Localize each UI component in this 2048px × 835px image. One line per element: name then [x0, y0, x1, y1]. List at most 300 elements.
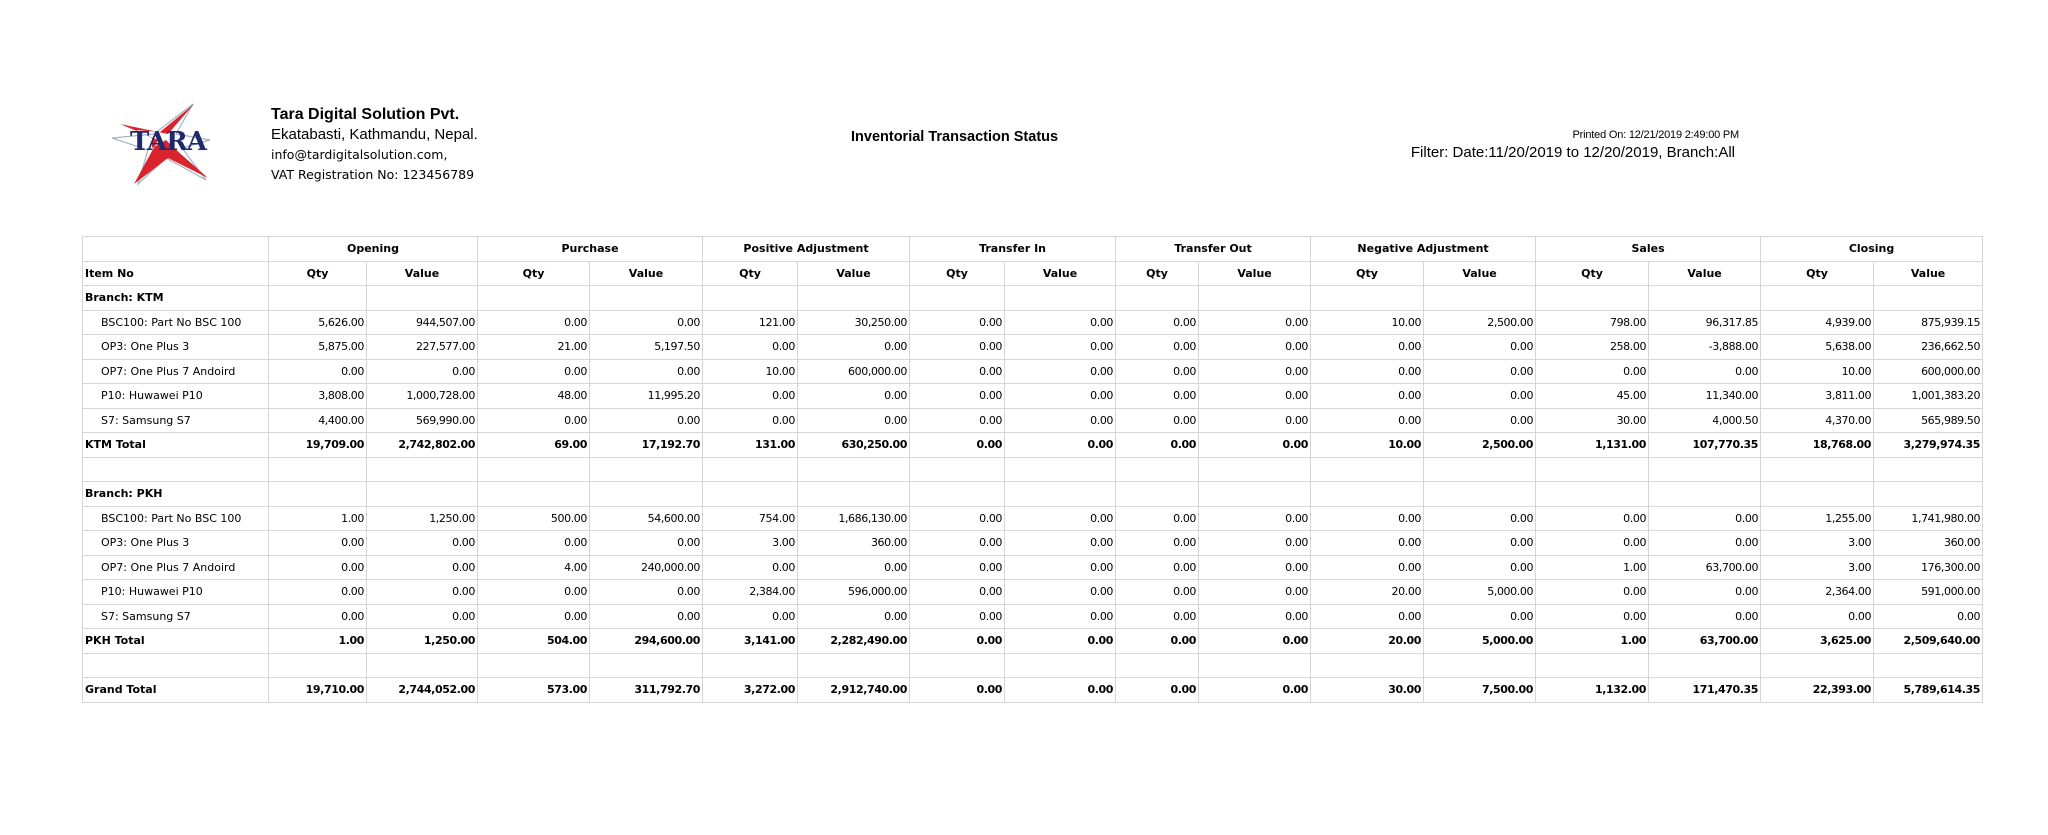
value-header: Value	[367, 261, 478, 286]
value-cell: 0.00	[1199, 335, 1311, 360]
empty-cell	[798, 482, 910, 507]
value-cell: 0.00	[1199, 506, 1311, 531]
value-cell: 30,250.00	[798, 310, 910, 335]
value-cell: 0.00	[1005, 408, 1116, 433]
value-cell: 0.00	[1874, 604, 1983, 629]
qty-cell: 0.00	[478, 580, 590, 605]
table-row	[83, 359, 1983, 384]
value-cell: 0.00	[590, 604, 703, 629]
value-cell: 569,990.00	[367, 408, 478, 433]
value-cell: 0.00	[1005, 384, 1116, 409]
value-cell: 0.00	[1649, 604, 1761, 629]
empty-cell	[703, 286, 798, 311]
empty-cell	[1424, 286, 1536, 311]
tara-star-logo-icon	[108, 100, 228, 186]
value-cell: 0.00	[1199, 433, 1311, 458]
qty-cell: 0.00	[1116, 506, 1199, 531]
qty-cell: 1.00	[1536, 629, 1649, 654]
empty-cell	[798, 653, 910, 678]
grand-total-label: Grand Total	[83, 678, 269, 703]
qty-cell: 0.00	[269, 555, 367, 580]
value-cell: 591,000.00	[1874, 580, 1983, 605]
table-row	[83, 604, 1983, 629]
qty-cell: 10.00	[1311, 310, 1424, 335]
empty-cell	[590, 457, 703, 482]
inventory-transaction-table	[82, 236, 1983, 703]
group-header-negative-adjustment: Negative Adjustment	[1311, 237, 1536, 262]
qty-cell: 18,768.00	[1761, 433, 1874, 458]
qty-cell: 0.00	[910, 678, 1005, 703]
qty-cell: 0.00	[1536, 359, 1649, 384]
item-name: P10: Huwawei P10	[83, 580, 269, 605]
qty-cell: 19,710.00	[269, 678, 367, 703]
value-cell: 1,250.00	[367, 629, 478, 654]
value-cell: 5,000.00	[1424, 580, 1536, 605]
value-cell: 0.00	[590, 310, 703, 335]
qty-cell: 131.00	[703, 433, 798, 458]
qty-cell: 0.00	[1116, 531, 1199, 556]
empty-cell	[590, 286, 703, 311]
value-cell: 0.00	[1649, 580, 1761, 605]
value-cell: 0.00	[1649, 506, 1761, 531]
branch-total-label: PKH Total	[83, 629, 269, 654]
sub-header-row	[83, 261, 1983, 286]
empty-cell	[1005, 286, 1116, 311]
value-cell: 0.00	[1005, 335, 1116, 360]
qty-cell: 0.00	[1536, 531, 1649, 556]
qty-cell: 30.00	[1536, 408, 1649, 433]
qty-cell: 0.00	[1116, 604, 1199, 629]
empty-cell	[269, 482, 367, 507]
qty-cell: 0.00	[910, 629, 1005, 654]
qty-cell: 0.00	[910, 384, 1005, 409]
value-cell: 1,000,728.00	[367, 384, 478, 409]
qty-cell: 0.00	[1536, 580, 1649, 605]
qty-cell: 20.00	[1311, 629, 1424, 654]
empty-cell	[910, 286, 1005, 311]
qty-header: Qty	[910, 261, 1005, 286]
blank-header-cell	[83, 237, 269, 262]
branch-label: Branch: PKH	[83, 482, 269, 507]
qty-cell: 0.00	[1311, 384, 1424, 409]
value-cell: 5,197.50	[590, 335, 703, 360]
value-cell: 2,500.00	[1424, 433, 1536, 458]
value-cell: 0.00	[1005, 506, 1116, 531]
qty-cell: 1.00	[269, 506, 367, 531]
qty-cell: 3,141.00	[703, 629, 798, 654]
value-cell: 3,279,974.35	[1874, 433, 1983, 458]
qty-cell: 0.00	[1536, 604, 1649, 629]
value-cell: 600,000.00	[798, 359, 910, 384]
qty-cell: 0.00	[1116, 310, 1199, 335]
value-cell: 360.00	[798, 531, 910, 556]
qty-cell: 3.00	[703, 531, 798, 556]
company-vat: VAT Registration No: 123456789	[271, 167, 475, 182]
value-cell: 0.00	[367, 580, 478, 605]
branch-label: Branch: KTM	[83, 286, 269, 311]
value-cell: 0.00	[1005, 359, 1116, 384]
value-cell: 600,000.00	[1874, 359, 1983, 384]
value-cell: 227,577.00	[367, 335, 478, 360]
qty-cell: 1.00	[1536, 555, 1649, 580]
report-body	[83, 286, 1983, 703]
qty-cell: 0.00	[1311, 604, 1424, 629]
qty-cell: 0.00	[1116, 335, 1199, 360]
empty-cell	[1005, 457, 1116, 482]
value-cell: 2,282,490.00	[798, 629, 910, 654]
value-cell: 2,744,052.00	[367, 678, 478, 703]
item-name: S7: Samsung S7	[83, 604, 269, 629]
qty-cell: 754.00	[703, 506, 798, 531]
qty-cell: 0.00	[1116, 384, 1199, 409]
empty-cell	[1199, 482, 1311, 507]
empty-cell	[798, 286, 910, 311]
value-cell: 0.00	[1199, 629, 1311, 654]
qty-cell: 3,272.00	[703, 678, 798, 703]
empty-cell	[1311, 286, 1424, 311]
qty-cell: 0.00	[1116, 359, 1199, 384]
qty-cell: 798.00	[1536, 310, 1649, 335]
qty-cell: 0.00	[910, 408, 1005, 433]
value-cell: 0.00	[1199, 555, 1311, 580]
value-cell: 0.00	[590, 531, 703, 556]
qty-header: Qty	[1116, 261, 1199, 286]
empty-cell	[1199, 286, 1311, 311]
value-cell: 630,250.00	[798, 433, 910, 458]
empty-cell	[269, 286, 367, 311]
group-header-opening: Opening	[269, 237, 478, 262]
value-cell: 0.00	[1424, 604, 1536, 629]
qty-cell: 0.00	[1311, 506, 1424, 531]
qty-cell: 3.00	[1761, 555, 1874, 580]
value-cell: 63,700.00	[1649, 555, 1761, 580]
group-header-transfer-in: Transfer In	[910, 237, 1116, 262]
qty-cell: 0.00	[1311, 359, 1424, 384]
value-cell: 0.00	[1005, 555, 1116, 580]
printed-on: Printed On: 12/21/2019 2:49:00 PM	[1572, 129, 1739, 141]
empty-cell	[910, 653, 1005, 678]
empty-cell	[1536, 653, 1649, 678]
qty-cell: 0.00	[1311, 408, 1424, 433]
qty-cell: 0.00	[269, 580, 367, 605]
value-cell: 11,995.20	[590, 384, 703, 409]
item-name: OP7: One Plus 7 Andoird	[83, 359, 269, 384]
branch-total-row	[83, 433, 1983, 458]
empty-cell	[478, 653, 590, 678]
empty-cell	[1649, 482, 1761, 507]
group-header-closing: Closing	[1761, 237, 1983, 262]
qty-cell: 19,709.00	[269, 433, 367, 458]
value-cell: 107,770.35	[1649, 433, 1761, 458]
empty-cell	[1761, 286, 1874, 311]
value-header: Value	[1874, 261, 1983, 286]
empty-cell	[1649, 286, 1761, 311]
value-cell: 0.00	[1199, 531, 1311, 556]
qty-cell: 0.00	[910, 604, 1005, 629]
value-cell: 0.00	[1005, 310, 1116, 335]
empty-cell	[1874, 653, 1983, 678]
qty-header: Qty	[1536, 261, 1649, 286]
value-header: Value	[1649, 261, 1761, 286]
value-cell: 0.00	[1199, 384, 1311, 409]
branch-header-row	[83, 286, 1983, 311]
value-header: Value	[590, 261, 703, 286]
value-cell: 2,509,640.00	[1874, 629, 1983, 654]
qty-cell: 0.00	[269, 359, 367, 384]
item-name: BSC100: Part No BSC 100	[83, 310, 269, 335]
value-cell: 11,340.00	[1649, 384, 1761, 409]
empty-cell	[478, 286, 590, 311]
qty-cell: 0.00	[1116, 433, 1199, 458]
value-cell: 0.00	[1199, 359, 1311, 384]
value-cell: 0.00	[1424, 506, 1536, 531]
qty-cell: 0.00	[703, 408, 798, 433]
empty-cell	[1761, 482, 1874, 507]
qty-cell: 0.00	[478, 310, 590, 335]
qty-cell: 10.00	[1761, 359, 1874, 384]
qty-cell: 1,255.00	[1761, 506, 1874, 531]
qty-cell: 3,811.00	[1761, 384, 1874, 409]
empty-cell	[703, 457, 798, 482]
item-name: BSC100: Part No BSC 100	[83, 506, 269, 531]
company-logo	[108, 100, 228, 186]
company-email: info@tardigitalsolution.com,	[271, 147, 448, 162]
value-cell: 0.00	[798, 555, 910, 580]
qty-cell: 5,875.00	[269, 335, 367, 360]
empty-cell	[1005, 653, 1116, 678]
value-cell: 0.00	[1649, 531, 1761, 556]
group-header-transfer-out: Transfer Out	[1116, 237, 1311, 262]
qty-cell: 4,370.00	[1761, 408, 1874, 433]
qty-header: Qty	[1761, 261, 1874, 286]
empty-cell	[703, 482, 798, 507]
value-cell: 0.00	[1424, 335, 1536, 360]
table-row	[83, 506, 1983, 531]
qty-header: Qty	[269, 261, 367, 286]
empty-cell	[1874, 286, 1983, 311]
qty-cell: 0.00	[910, 335, 1005, 360]
value-cell: 5,000.00	[1424, 629, 1536, 654]
value-cell: 360.00	[1874, 531, 1983, 556]
qty-cell: 21.00	[478, 335, 590, 360]
empty-cell	[1116, 482, 1199, 507]
value-cell: 875,939.15	[1874, 310, 1983, 335]
qty-cell: 0.00	[478, 408, 590, 433]
value-cell: 0.00	[798, 604, 910, 629]
empty-cell	[367, 457, 478, 482]
value-cell: 0.00	[1005, 433, 1116, 458]
qty-cell: 45.00	[1536, 384, 1649, 409]
branch-total-label: KTM Total	[83, 433, 269, 458]
qty-cell: 0.00	[1116, 408, 1199, 433]
value-cell: 0.00	[1424, 384, 1536, 409]
empty-cell	[1199, 457, 1311, 482]
empty-cell	[1005, 482, 1116, 507]
value-cell: 0.00	[367, 555, 478, 580]
qty-cell: 0.00	[1761, 604, 1874, 629]
qty-cell: 48.00	[478, 384, 590, 409]
empty-cell	[478, 457, 590, 482]
qty-cell: 0.00	[478, 531, 590, 556]
value-cell: 176,300.00	[1874, 555, 1983, 580]
qty-cell: 22,393.00	[1761, 678, 1874, 703]
empty-cell	[367, 286, 478, 311]
qty-cell: 0.00	[1311, 335, 1424, 360]
qty-cell: 4.00	[478, 555, 590, 580]
empty-cell	[1536, 457, 1649, 482]
qty-cell: 30.00	[1311, 678, 1424, 703]
qty-cell: 3,808.00	[269, 384, 367, 409]
qty-cell: 0.00	[1311, 531, 1424, 556]
value-cell: 0.00	[1424, 408, 1536, 433]
value-cell: 17,192.70	[590, 433, 703, 458]
value-header: Value	[1424, 261, 1536, 286]
logo-wordmark: TARA	[130, 127, 206, 157]
qty-cell: 121.00	[703, 310, 798, 335]
empty-cell	[1874, 482, 1983, 507]
value-cell: 944,507.00	[367, 310, 478, 335]
empty-cell	[83, 457, 269, 482]
qty-cell: 1.00	[269, 629, 367, 654]
value-cell: 0.00	[1199, 408, 1311, 433]
empty-cell	[1536, 286, 1649, 311]
value-cell: 0.00	[798, 384, 910, 409]
empty-cell	[1116, 457, 1199, 482]
value-cell: 2,912,740.00	[798, 678, 910, 703]
empty-cell	[1761, 653, 1874, 678]
value-cell: 96,317.85	[1649, 310, 1761, 335]
value-cell: 0.00	[367, 604, 478, 629]
empty-cell	[1311, 482, 1424, 507]
value-cell: 0.00	[590, 408, 703, 433]
item-name: S7: Samsung S7	[83, 408, 269, 433]
qty-cell: 2,364.00	[1761, 580, 1874, 605]
value-cell: 0.00	[1199, 310, 1311, 335]
company-name: Tara Digital Solution Pvt.	[271, 106, 460, 123]
value-header: Value	[798, 261, 910, 286]
qty-cell: 10.00	[703, 359, 798, 384]
value-cell: 4,000.50	[1649, 408, 1761, 433]
value-cell: 311,792.70	[590, 678, 703, 703]
group-header-positive-adjustment: Positive Adjustment	[703, 237, 910, 262]
empty-cell	[367, 482, 478, 507]
value-cell: 54,600.00	[590, 506, 703, 531]
empty-cell	[478, 482, 590, 507]
qty-cell: 0.00	[1536, 506, 1649, 531]
company-address: Ekatabasti, Kathmandu, Nepal.	[271, 126, 478, 143]
empty-cell	[83, 653, 269, 678]
qty-cell: 573.00	[478, 678, 590, 703]
qty-cell: 0.00	[910, 580, 1005, 605]
qty-cell: 0.00	[910, 359, 1005, 384]
group-header-row	[83, 237, 1983, 262]
empty-cell	[1649, 653, 1761, 678]
qty-cell: 5,626.00	[269, 310, 367, 335]
value-cell: 0.00	[798, 408, 910, 433]
empty-cell	[1761, 457, 1874, 482]
value-cell: 0.00	[590, 580, 703, 605]
item-name: OP7: One Plus 7 Andoird	[83, 555, 269, 580]
empty-cell	[1424, 457, 1536, 482]
qty-cell: 0.00	[703, 335, 798, 360]
table-row	[83, 408, 1983, 433]
qty-cell: 0.00	[478, 604, 590, 629]
table-row	[83, 531, 1983, 556]
value-cell: 0.00	[1005, 678, 1116, 703]
qty-header: Qty	[1311, 261, 1424, 286]
qty-cell: 500.00	[478, 506, 590, 531]
report-title: Inventorial Transaction Status	[851, 129, 1059, 145]
empty-cell	[269, 653, 367, 678]
value-cell: 0.00	[1005, 580, 1116, 605]
qty-cell: 0.00	[269, 531, 367, 556]
value-cell: -3,888.00	[1649, 335, 1761, 360]
qty-cell: 0.00	[703, 384, 798, 409]
empty-cell	[1874, 457, 1983, 482]
empty-cell	[590, 653, 703, 678]
qty-cell: 3.00	[1761, 531, 1874, 556]
value-cell: 0.00	[1424, 359, 1536, 384]
value-header: Value	[1005, 261, 1116, 286]
value-cell: 5,789,614.35	[1874, 678, 1983, 703]
table-row	[83, 384, 1983, 409]
qty-cell: 1,132.00	[1536, 678, 1649, 703]
value-cell: 0.00	[590, 359, 703, 384]
qty-header: Qty	[703, 261, 798, 286]
value-cell: 0.00	[1199, 678, 1311, 703]
value-cell: 0.00	[367, 359, 478, 384]
empty-cell	[1311, 457, 1424, 482]
value-cell: 0.00	[1005, 629, 1116, 654]
item-name: P10: Huwawei P10	[83, 384, 269, 409]
empty-cell	[1116, 286, 1199, 311]
qty-cell: 2,384.00	[703, 580, 798, 605]
qty-cell: 0.00	[910, 555, 1005, 580]
empty-cell	[590, 482, 703, 507]
qty-cell: 0.00	[910, 531, 1005, 556]
empty-cell	[910, 457, 1005, 482]
item-no-header: Item No	[83, 261, 269, 286]
value-cell: 0.00	[1649, 359, 1761, 384]
value-cell: 7,500.00	[1424, 678, 1536, 703]
report-filter: Filter: Date:11/20/2019 to 12/20/2019, Branch:All	[1410, 144, 1735, 161]
item-name: OP3: One Plus 3	[83, 335, 269, 360]
qty-cell: 0.00	[703, 604, 798, 629]
value-cell: 63,700.00	[1649, 629, 1761, 654]
item-name: OP3: One Plus 3	[83, 531, 269, 556]
empty-cell	[1649, 457, 1761, 482]
qty-cell: 5,638.00	[1761, 335, 1874, 360]
spacer-row	[83, 457, 1983, 482]
qty-cell: 0.00	[269, 604, 367, 629]
qty-cell: 10.00	[1311, 433, 1424, 458]
qty-cell: 4,400.00	[269, 408, 367, 433]
branch-header-row	[83, 482, 1983, 507]
qty-cell: 0.00	[910, 506, 1005, 531]
spacer-row	[83, 653, 1983, 678]
value-cell: 0.00	[798, 335, 910, 360]
value-cell: 240,000.00	[590, 555, 703, 580]
qty-cell: 0.00	[1116, 580, 1199, 605]
value-header: Value	[1199, 261, 1311, 286]
qty-cell: 4,939.00	[1761, 310, 1874, 335]
value-cell: 1,686,130.00	[798, 506, 910, 531]
group-header-sales: Sales	[1536, 237, 1761, 262]
value-cell: 1,250.00	[367, 506, 478, 531]
value-cell: 2,500.00	[1424, 310, 1536, 335]
qty-cell: 0.00	[910, 310, 1005, 335]
qty-cell: 0.00	[1311, 555, 1424, 580]
